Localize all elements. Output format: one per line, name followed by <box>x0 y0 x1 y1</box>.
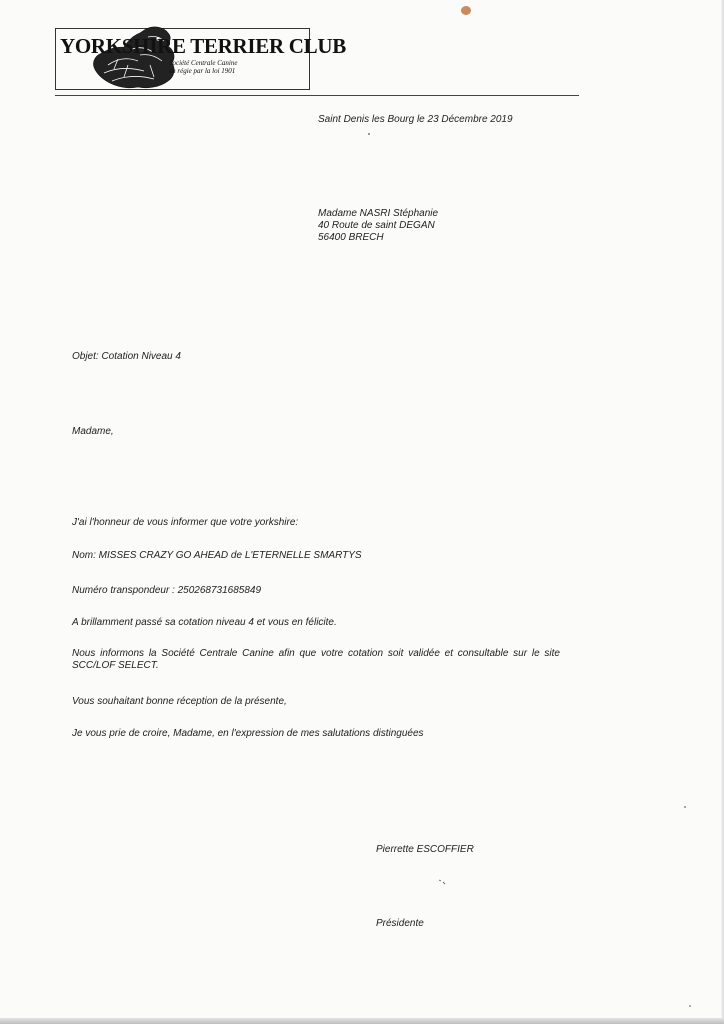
letterhead <box>55 28 346 90</box>
recipient-address <box>318 208 438 244</box>
dog-name: Nom: MISSES CRAZY GO AHEAD de L'ETERNELLE SMARTYS <box>72 550 362 561</box>
letter-subject: Objet: Cotation Niveau 4 <box>72 351 181 362</box>
wishes-line: Vous souhaitant bonne réception de la présente, <box>72 696 287 707</box>
body-intro: J'ai l'honneur de vous informer que votre yorkshire: <box>72 517 299 528</box>
header-divider <box>55 95 579 96</box>
club-subtitle: Société Centrale Canine <box>169 59 238 67</box>
page-edge-bottom <box>0 1018 724 1024</box>
signature-mark <box>438 879 446 885</box>
paper-speck <box>684 806 686 808</box>
letter-date: Saint Denis les Bourg le 23 Décembre 2019 <box>318 114 513 125</box>
scc-information: Nous informons la Société Centrale Canine afin que votre cotation soit validée et consultable sur le site SCC/LOF SELECT. <box>72 648 560 671</box>
transponder-number: Numéro transpondeur : 250268731685849 <box>72 585 262 596</box>
salutation: Madame, <box>72 426 114 437</box>
club-subtitle-legal: en régie par la loi 1901 <box>169 67 236 75</box>
recipient-city: 56400 BRECH <box>318 232 384 243</box>
paper-speck <box>689 1005 691 1007</box>
recipient-name: Madame NASRI Stéphanie <box>318 208 439 219</box>
paper-stain <box>461 6 471 15</box>
result-statement: A brillamment passé sa cotation niveau 4 et vous en félicite. <box>72 617 337 628</box>
recipient-street: 40 Route de saint DEGAN <box>318 220 435 231</box>
paper-speck <box>368 133 370 135</box>
club-name: YORKSHIRE TERRIER CLUB <box>60 34 346 58</box>
signatory-title: Présidente <box>376 918 424 929</box>
signatory-name: Pierrette ESCOFFIER <box>376 844 474 855</box>
closing-formula: Je vous prie de croire, Madame, en l'expression de mes salutations distinguées <box>72 728 424 739</box>
